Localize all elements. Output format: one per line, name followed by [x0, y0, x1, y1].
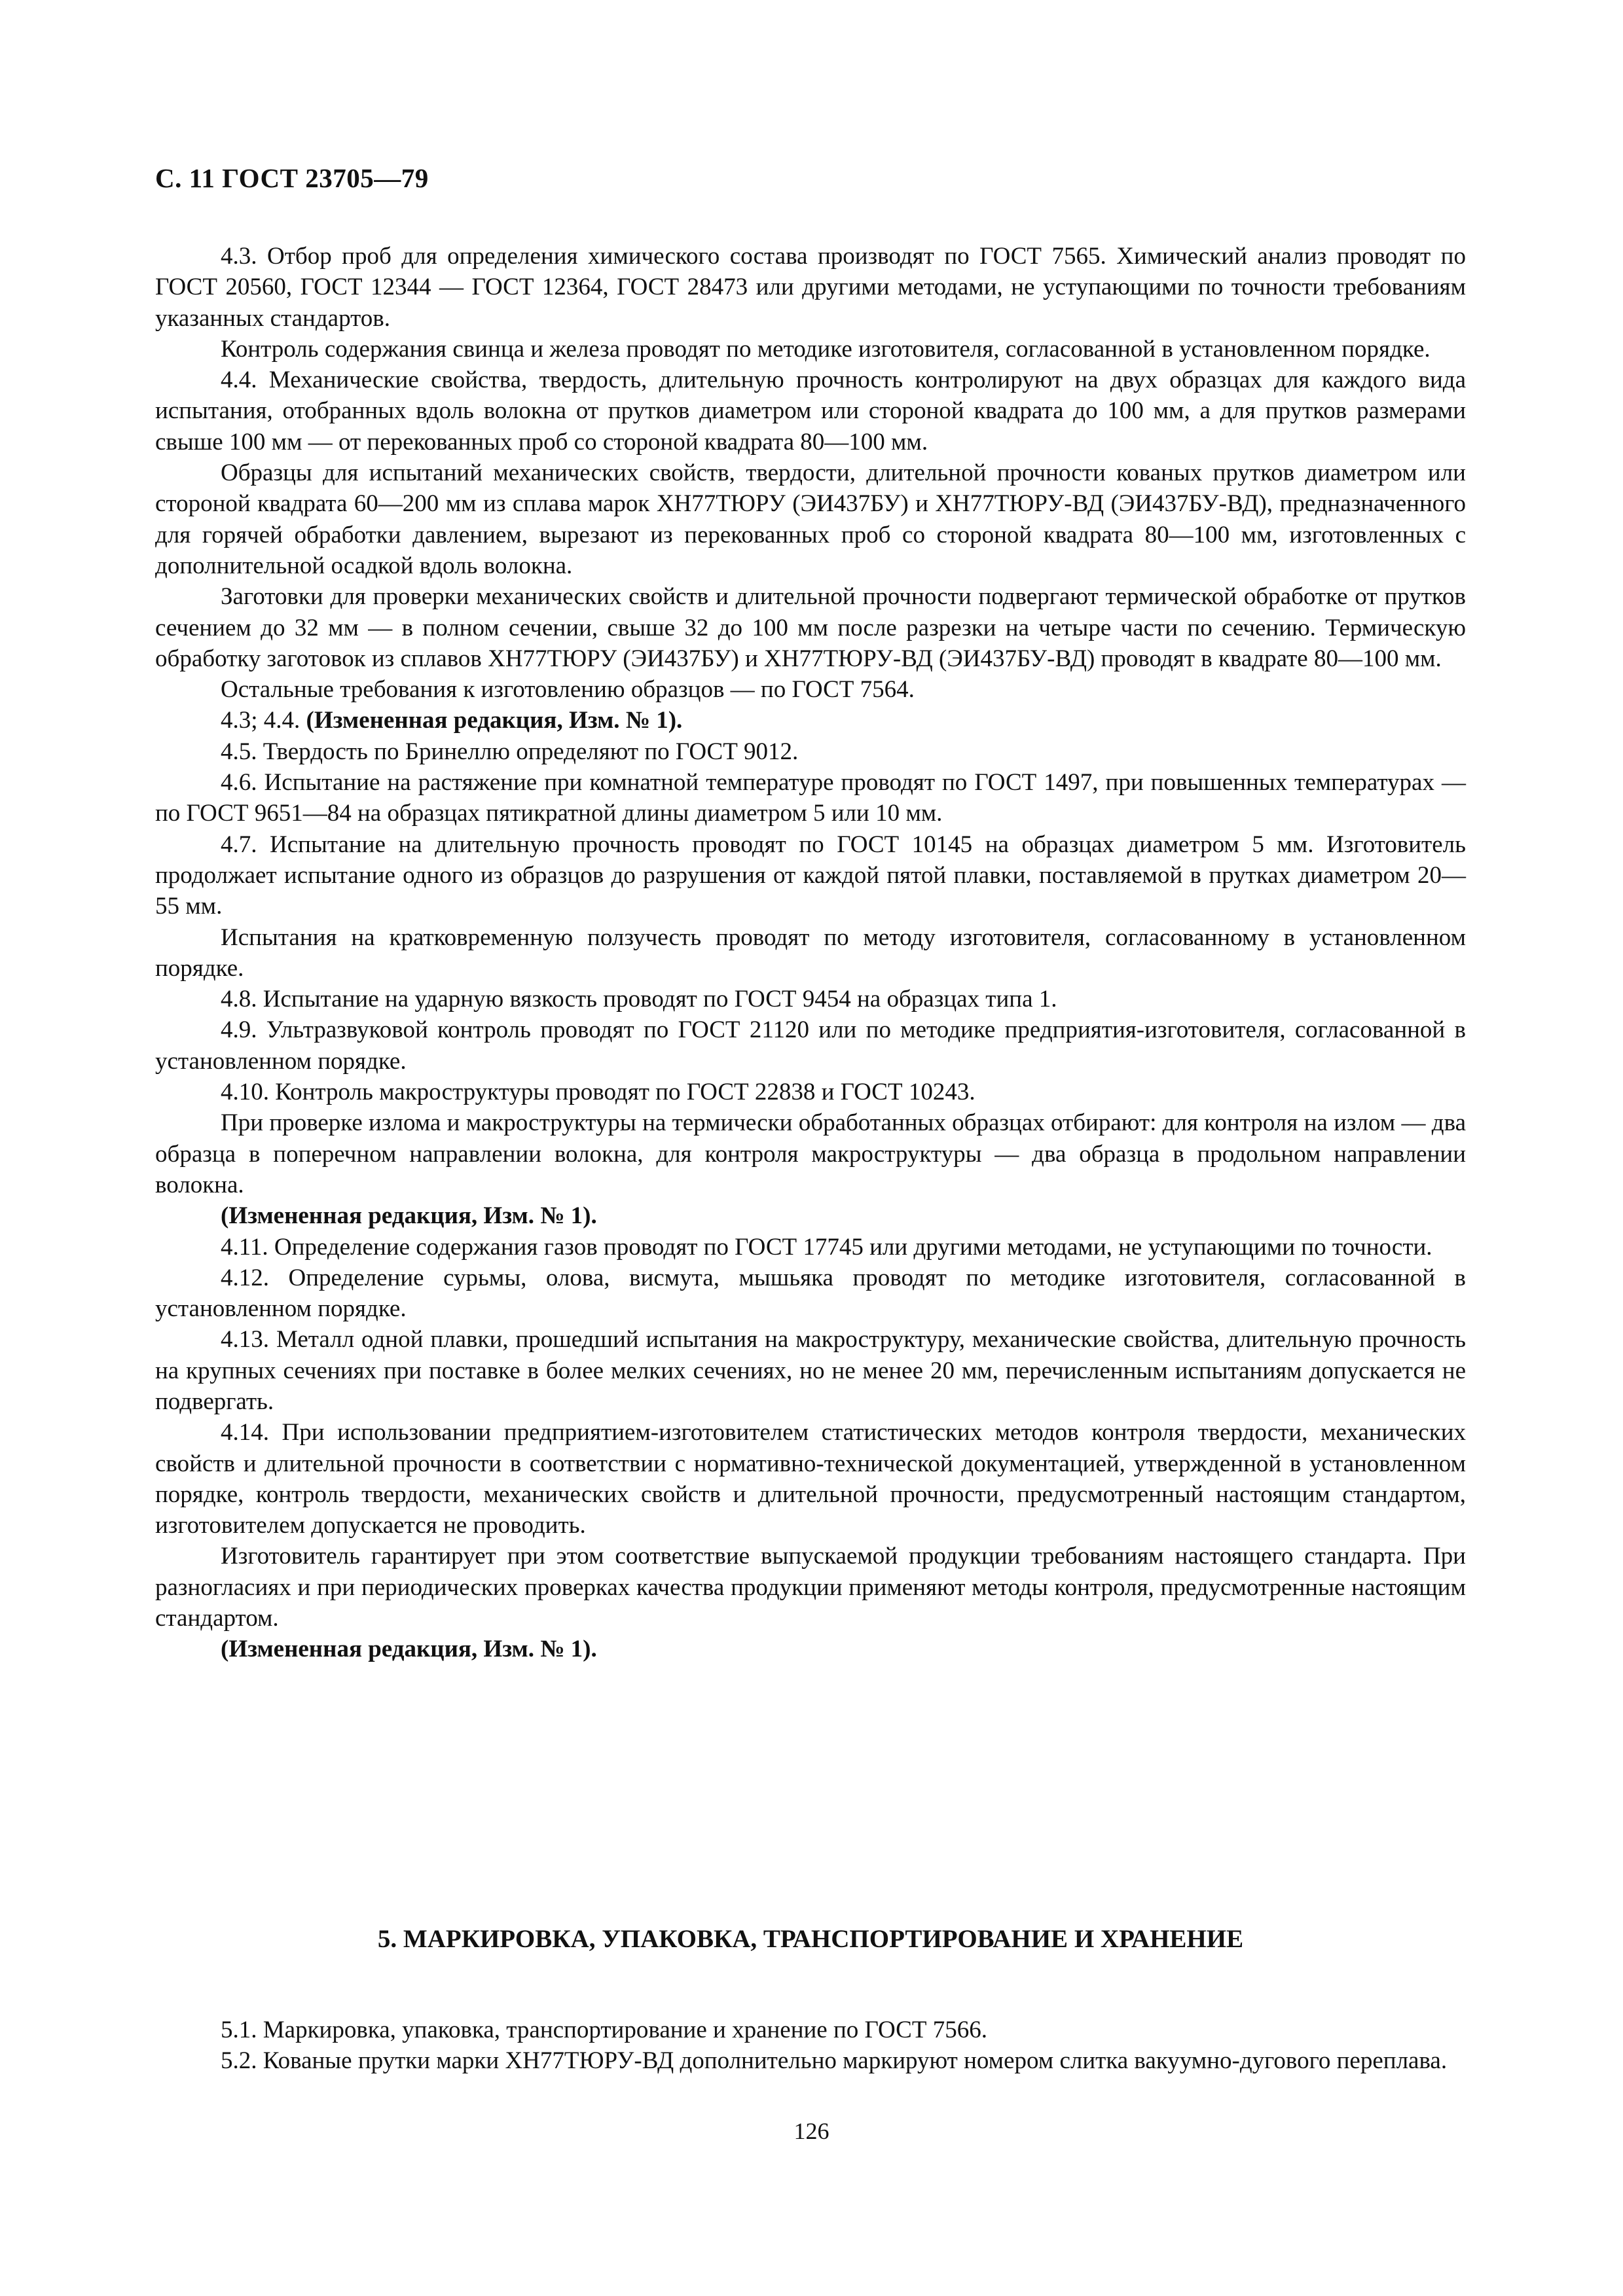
section-5-text — [155, 2015, 1466, 2077]
paragraph-4-7-creep: Испытания на кратковременную ползучесть проводят по методу изготовителя, согласованному в установленном порядке. — [155, 924, 1466, 982]
paragraph-4-8: 4.8. Испытание на ударную вязкость проводят по ГОСТ 9454 на образцах типа 1. — [221, 986, 1057, 1013]
paragraph-4-5: 4.5. Твердость по Бринеллю определяют по ГОСТ 9012. — [221, 738, 799, 765]
paragraph-4-4-forged-samples: Образцы для испытаний механических свойств, твердости, длительной прочности кованых прутков диаметром или стороной квадрата 60—200 мм из сплава марок ХН77ТЮРУ (ЭИ437БУ) и ХН77ТЮРУ-ВД (ЭИ437БУ-ВД), предназначенного для горячей обработки давлением, вырезают из перекованных проб со стороной квадрата 80—100 мм, изготовленных с дополнительной осадкой вдоль волокна. — [155, 459, 1466, 579]
edit-note-prefix: 4.3; 4.4. — [221, 707, 306, 734]
paragraph-4-4: 4.4. Механические свойства, твердость, длительную прочность контролируют на двух образцах для каждого вида испытания, отобранных вдоль волокна от прутков диаметром или стороной квадрата до 100 мм, а для прутков размерами свыше 100 мм — от перекованных проб со стороной квадрата 80—100 мм. — [155, 367, 1466, 456]
edit-note-4-14: (Измененная редакция, Изм. № 1). — [221, 1636, 597, 1663]
section-4-text — [155, 241, 1466, 1665]
paragraph-5-1: 5.1. Маркировка, упаковка, транспортирование и хранение по ГОСТ 7566. — [221, 2017, 987, 2043]
paragraph-4-13: 4.13. Металл одной плавки, прошедший испытания на макроструктуру, механические свойства, длительную прочность на крупных сечениях при поставке в более мелких сечениях, но не менее 20 мм, перечисленным испытаниям допускается не подвергать. — [155, 1326, 1466, 1415]
paragraph-4-10-fracture: При проверке излома и макроструктуры на термически обработанных образцах отбирают: для контроля на излом — два образца в поперечном направлении волокна, для контроля макроструктуры — два образца в продольном направлении волокна. — [155, 1109, 1466, 1198]
paragraph-4-14-guarantee: Изготовитель гарантирует при этом соответствие выпускаемой продукции требованиям настоящего стандарта. При разногласиях и при периодических проверках качества продукции применяют методы контроля, предусмотренные настоящим стандартом. — [155, 1543, 1466, 1632]
paragraph-4-3-lead-iron: Контроль содержания свинца и железа проводят по методике изготовителя, согласованной в установленном порядке. — [221, 335, 1431, 363]
page-number: 126 — [793, 2118, 830, 2144]
paragraph-5-2: 5.2. Кованые прутки марки ХН77ТЮРУ-ВД дополнительно маркируют номером слитка вакуумно-дугового переплава. — [221, 2047, 1448, 2075]
paragraph-4-10: 4.10. Контроль макроструктуры проводят по ГОСТ 22838 и ГОСТ 10243. — [221, 1079, 976, 1106]
section-5-heading: 5. МАРКИРОВКА, УПАКОВКА, ТРАНСПОРТИРОВАНИЕ И ХРАНЕНИЕ — [377, 1925, 1244, 1953]
paragraph-4-14: 4.14. При использовании предприятием-изготовителем статистических методов контроля твердости, механических свойств и длительной прочности в соответствии с нормативно-технической документацией, утвержденной в установленном порядке, контроль твердости, механических свойств и длительной прочности, предусмотренный настоящим стандартом, изготовителем допускается не проводить. — [155, 1419, 1466, 1539]
paragraph-4-11: 4.11. Определение содержания газов проводят по ГОСТ 17745 или другими методами, не уступающими по точности. — [221, 1233, 1432, 1261]
page-running-title: С. 11 ГОСТ 23705—79 — [155, 163, 429, 193]
paragraph-4-4-blanks: Заготовки для проверки механических свойств и длительной прочности подвергают термической обработке от прутков сечением до 32 мм — в полном сечении, свыше 32 до 100 мм после разрезки на четыре части по сечению. Термическую обработку заготовок из сплавов ХН77ТЮРУ (ЭИ437БУ) и ХН77ТЮРУ-ВД (ЭИ437БУ-ВД) проводят в квадрате 80—100 мм. — [155, 583, 1466, 672]
paragraph-4-3: 4.3. Отбор проб для определения химического состава производят по ГОСТ 7565. Химический анализ проводят по ГОСТ 20560, ГОСТ 12344 — ГОСТ 12364, ГОСТ 28473 или другими методами, не уступающими по точности требованиям указанных стандартов. — [155, 243, 1466, 332]
paragraph-4-9: 4.9. Ультразвуковой контроль проводят по ГОСТ 21120 или по методике предприятия-изготовителя, согласованной в установленном порядке. — [155, 1016, 1466, 1075]
paragraph-4-6: 4.6. Испытание на растяжение при комнатной температуре проводят по ГОСТ 1497, при повышенных температурах — по ГОСТ 9651—84 на образцах пятикратной длины диаметром 5 или 10 мм. — [155, 769, 1466, 827]
paragraph-4-4-other-requirements: Остальные требования к изготовлению образцов — по ГОСТ 7564. — [221, 676, 915, 704]
edit-note-bold: (Измененная редакция, Изм. № 1). — [306, 707, 683, 734]
paragraph-4-12: 4.12. Определение сурьмы, олова, висмута, мышьяка проводят по методике изготовителя, согласованной в установленном порядке. — [155, 1264, 1466, 1323]
edit-note-4-10: (Измененная редакция, Изм. № 1). — [221, 1202, 597, 1230]
paragraph-4-7: 4.7. Испытание на длительную прочность проводят по ГОСТ 10145 на образцах диаметром 5 мм. Изготовитель продолжает испытание одного из образцов до разрушения от каждой пятой плавки, поставляемой в прутках диаметром 20—55 мм. — [155, 831, 1466, 920]
edit-note-4-3-4-4 — [155, 705, 1466, 736]
